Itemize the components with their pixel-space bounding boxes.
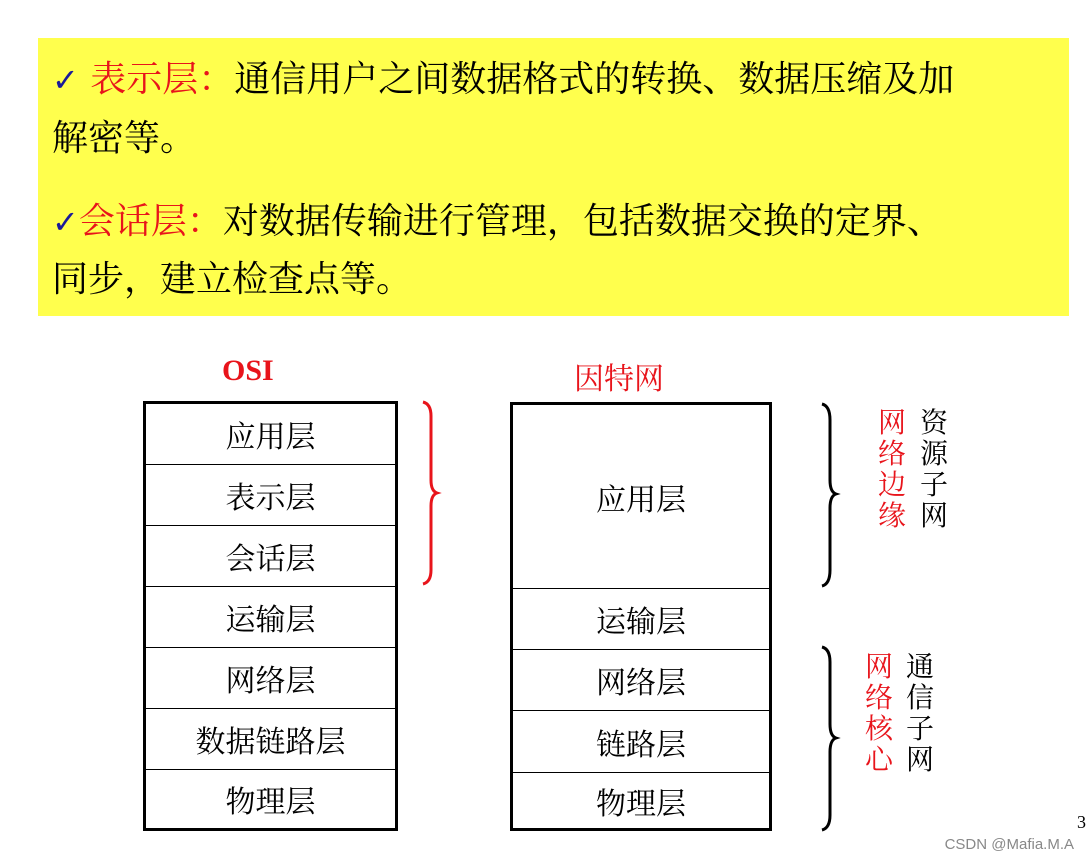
- osi-title: OSI: [222, 354, 274, 387]
- internet-layer: 应用层: [513, 405, 769, 589]
- intro-line-2: 解密等。: [52, 118, 197, 159]
- edge-label-black: 资源子网: [919, 406, 948, 532]
- intro-line-4: 同步，建立检查点等。: [52, 259, 413, 300]
- internet-layer: 链路层: [513, 711, 769, 773]
- internet-layer: 网络层: [513, 650, 769, 711]
- core-label-red: 网络核心: [864, 650, 893, 776]
- checkmark-icon: ✓: [52, 61, 79, 99]
- edge-brace: [822, 404, 836, 586]
- osi-layer: 应用层: [146, 404, 395, 465]
- term-presentation: 表示层：: [90, 59, 235, 100]
- internet-layer: 运输层: [513, 589, 769, 650]
- osi-layer: 运输层: [146, 587, 395, 648]
- page-number: 3: [1077, 812, 1086, 832]
- watermark: CSDN @Mafia.M.A: [944, 836, 1074, 853]
- osi-layer: 会话层: [146, 526, 395, 587]
- core-label-black: 通信子网: [905, 650, 934, 776]
- internet-title: 因特网: [574, 362, 664, 397]
- osi-upper-brace: [423, 402, 437, 584]
- internet-layer: 物理层: [596, 786, 686, 822]
- osi-layer: 数据链路层: [146, 709, 395, 770]
- osi-layer: 表示层: [146, 465, 395, 526]
- edge-label-red: 网络边缘: [877, 406, 906, 532]
- term-session: 会话层：: [78, 201, 223, 242]
- osi-layer: 物理层: [225, 785, 316, 820]
- core-brace: [822, 647, 836, 830]
- osi-layer: 网络层: [146, 648, 395, 709]
- checkmark-icon: ✓: [52, 203, 79, 241]
- session-desc: 对数据传输进行管理，包括数据交换的定界、: [222, 201, 943, 242]
- presentation-desc: 通信用户之间数据格式的转换、数据压缩及加: [234, 59, 955, 100]
